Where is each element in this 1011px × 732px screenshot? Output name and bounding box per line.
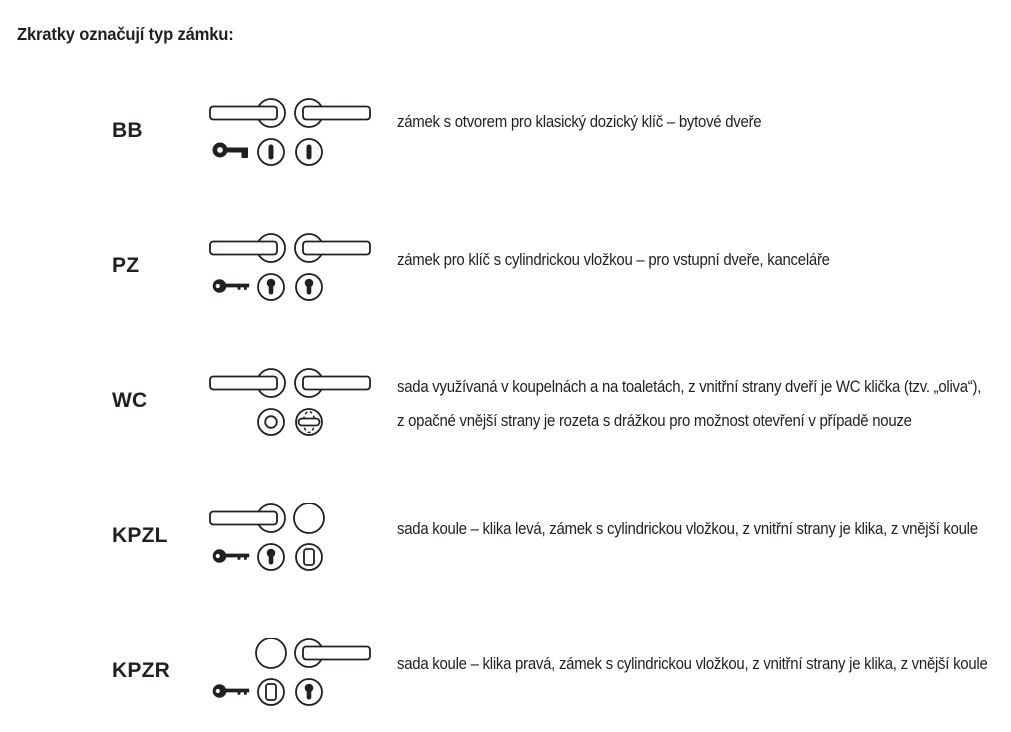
classic-key-icon bbox=[215, 145, 248, 158]
pz-keyhole-escutcheon-icon bbox=[296, 274, 322, 300]
lever-handle-right-icon bbox=[295, 99, 370, 127]
description-line: zámek pro klíč s cylindrickou vložkou – pro vstupní dveře, kanceláře bbox=[397, 250, 830, 269]
lock-description bbox=[397, 250, 889, 270]
lock-row-bb bbox=[0, 98, 1011, 168]
lever-handle-right-icon bbox=[295, 234, 370, 262]
lock-row-kpzl bbox=[0, 503, 1011, 573]
lever-handle-left-icon bbox=[210, 99, 285, 127]
lock-row-kpzr bbox=[0, 638, 1011, 708]
lock-description bbox=[397, 519, 1011, 539]
lock-code: PZ bbox=[112, 254, 140, 277]
knob-icon bbox=[256, 638, 286, 668]
lever-handle-right-icon bbox=[295, 639, 370, 667]
lever-handle-left-icon bbox=[210, 234, 285, 262]
description-line: sada koule – klika levá, zámek s cylindrickou vložkou, z vnitřní strany je klika, z vnější koule bbox=[397, 519, 978, 538]
lock-description bbox=[397, 112, 811, 132]
lock-code: WC bbox=[112, 389, 148, 412]
lever-handle-left-icon bbox=[210, 369, 285, 397]
lock-code: KPZR bbox=[112, 659, 170, 682]
cylinder-key-icon bbox=[213, 684, 250, 698]
wc-thumb-turn-icon bbox=[296, 409, 322, 435]
lock-code: KPZL bbox=[112, 524, 168, 547]
description-line: sada využívaná v koupelnách a na toaletách, z vnitřní strany dveří je WC klička (tzv. „oliva“), bbox=[397, 377, 982, 396]
bb-keyhole-escutcheon-icon bbox=[296, 139, 322, 165]
pz-keyhole-escutcheon-icon bbox=[296, 679, 322, 705]
lock-row-wc bbox=[0, 368, 1011, 438]
lever-handle-left-icon bbox=[210, 504, 285, 532]
pz-keyhole-escutcheon-icon bbox=[258, 544, 284, 570]
cylinder-key-icon bbox=[213, 549, 250, 563]
description-line: zámek s otvorem pro klasický dozický klíč – bytové dveře bbox=[397, 112, 762, 131]
lock-description bbox=[397, 654, 1011, 674]
lever-handle-right-icon bbox=[295, 369, 370, 397]
pz-keyhole-escutcheon-icon bbox=[258, 274, 284, 300]
description-line: sada koule – klika pravá, zámek s cylindrickou vložkou, z vnitřní strany je klika, z vnější koule bbox=[397, 654, 988, 673]
lock-code: BB bbox=[112, 119, 143, 142]
groove-rosette-icon bbox=[258, 409, 284, 435]
blind-escutcheon-icon bbox=[296, 544, 322, 570]
lock-hardware-icons bbox=[205, 98, 380, 168]
lock-hardware-icons bbox=[205, 368, 380, 438]
lock-hardware-icons bbox=[205, 503, 380, 573]
blind-escutcheon-icon bbox=[258, 679, 284, 705]
lock-row-pz bbox=[0, 233, 1011, 303]
knob-icon bbox=[294, 503, 324, 533]
description-line: z opačné vnější strany je rozeta s drážkou pro možnost otevření v případě nouze bbox=[397, 411, 912, 430]
bb-keyhole-escutcheon-icon bbox=[258, 139, 284, 165]
page-title: Zkratky označují typ zámku: bbox=[17, 24, 234, 44]
lock-hardware-icons bbox=[205, 638, 380, 708]
lock-hardware-icons bbox=[205, 233, 380, 303]
cylinder-key-icon bbox=[213, 279, 250, 293]
lock-description bbox=[397, 377, 1011, 431]
